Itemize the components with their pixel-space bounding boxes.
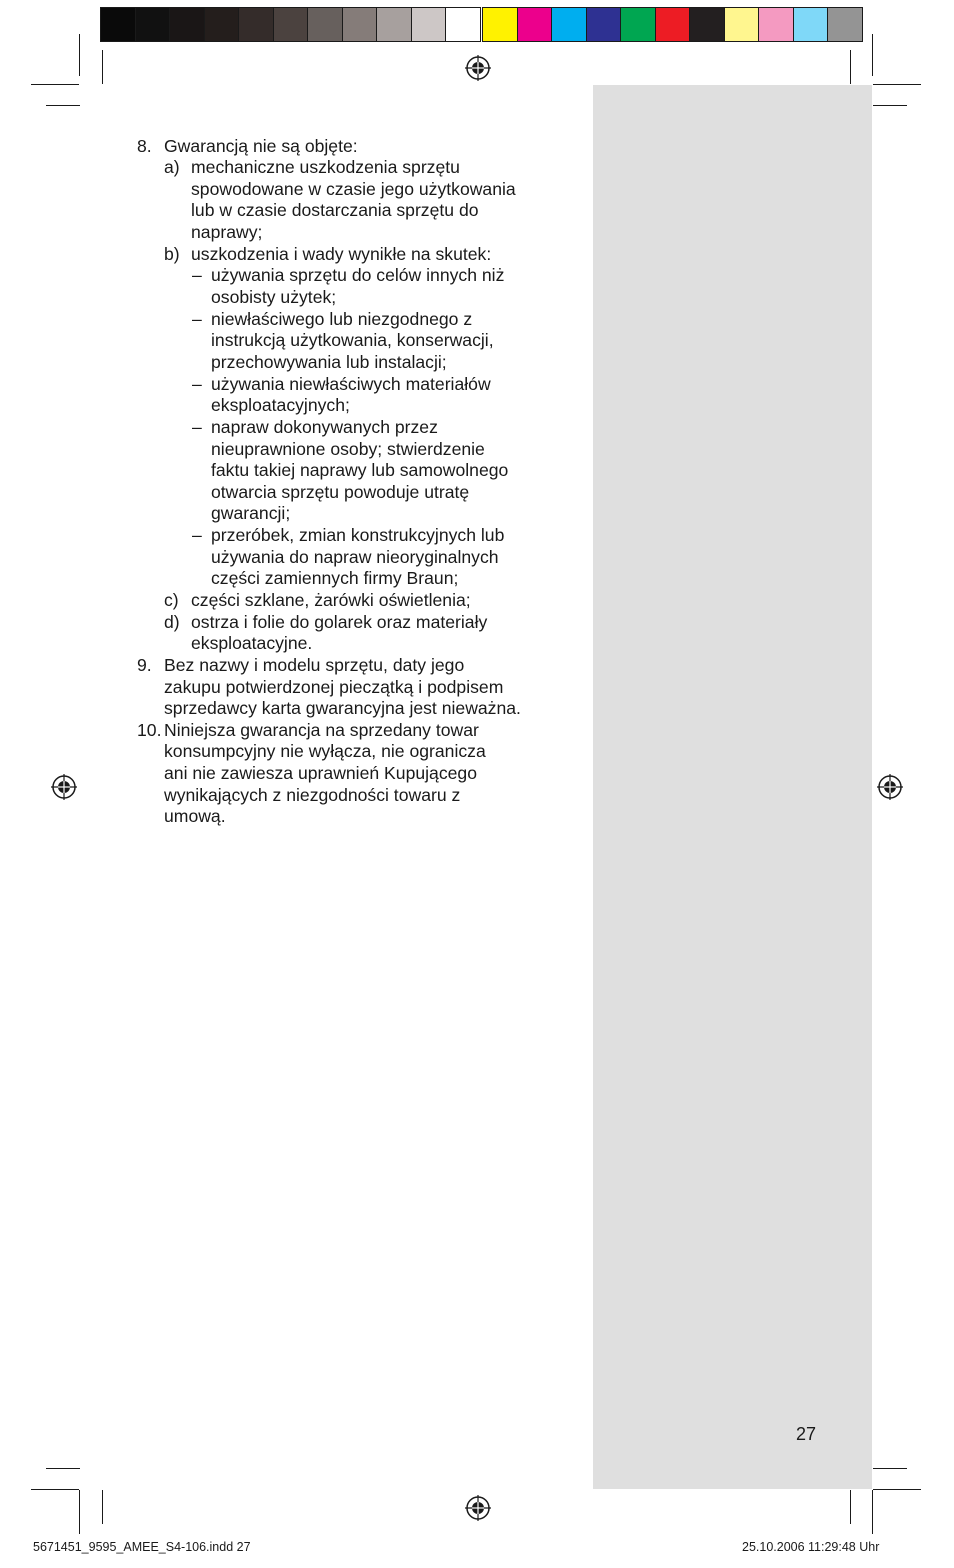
crop-mark xyxy=(79,1490,80,1534)
text-line: przechowywania lub instalacji; xyxy=(211,352,447,372)
crop-mark xyxy=(873,84,921,85)
text-line: naprawy; xyxy=(191,222,263,242)
sub-item-label: a) xyxy=(164,157,180,177)
dash-bullet: – xyxy=(192,309,202,329)
gray-swatch xyxy=(446,7,481,42)
gray-swatch xyxy=(239,7,274,42)
crop-mark xyxy=(31,1489,79,1490)
dash-bullet: – xyxy=(192,417,202,437)
text-line: lub w czasie dostarczania sprzętu do xyxy=(191,200,479,220)
text-line: ostrza i folie do golarek oraz materiały xyxy=(191,612,488,632)
dash-bullet: – xyxy=(192,265,202,285)
text-line: przeróbek, zmian konstrukcyjnych lub xyxy=(211,525,505,545)
text-line: wynikających z niezgodności towaru z xyxy=(164,785,461,805)
color-swatch xyxy=(587,7,622,42)
registration-mark-icon xyxy=(877,774,903,800)
crop-mark xyxy=(873,1468,907,1469)
text-line: umową. xyxy=(164,806,226,826)
gray-swatch xyxy=(170,7,205,42)
crop-mark xyxy=(873,105,907,106)
text-line: części szklane, żarówki oświetlenia; xyxy=(191,590,471,610)
side-panel xyxy=(593,85,872,1489)
text-line: osobisty użytek; xyxy=(211,287,337,307)
registration-mark-icon xyxy=(465,55,491,81)
color-swatch xyxy=(794,7,829,42)
crop-mark xyxy=(31,84,79,85)
color-swatch xyxy=(552,7,587,42)
color-swatch xyxy=(828,7,863,42)
color-swatch xyxy=(621,7,656,42)
gray-swatch xyxy=(308,7,343,42)
crop-mark xyxy=(850,50,851,84)
text-line: używania niewłaściwych materiałów xyxy=(211,374,491,394)
text-line: niewłaściwego lub niezgodnego z xyxy=(211,309,473,329)
text-line: instrukcją użytkowania, konserwacji, xyxy=(211,330,494,350)
color-swatch xyxy=(518,7,553,42)
crop-mark xyxy=(850,1490,851,1524)
registration-mark-icon xyxy=(465,1495,491,1521)
text-line: Niniejsza gwarancja na sprzedany towar xyxy=(164,720,479,740)
gray-swatch xyxy=(377,7,412,42)
registration-mark-icon xyxy=(51,774,77,800)
text-line: zakupu potwierdzonej pieczątką i podpisem xyxy=(164,677,504,697)
process-color-bar xyxy=(482,7,863,42)
crop-mark xyxy=(46,1468,80,1469)
item-number: 8. xyxy=(137,136,152,156)
dash-bullet: – xyxy=(192,374,202,394)
crop-mark xyxy=(102,1490,103,1524)
gray-swatch xyxy=(274,7,309,42)
text-line: używania do napraw nieoryginalnych xyxy=(211,547,499,567)
slug-filename: 5671451_9595_AMEE_S4-106.indd 27 xyxy=(33,1540,251,1554)
color-swatch xyxy=(690,7,725,42)
crop-mark xyxy=(872,1490,873,1534)
crop-mark xyxy=(46,105,80,106)
text-line: eksploatacyjne. xyxy=(191,633,313,653)
text-line: części zamiennych firmy Braun; xyxy=(211,568,459,588)
color-swatch xyxy=(759,7,794,42)
item-number: 9. xyxy=(137,655,152,675)
gray-swatch xyxy=(205,7,240,42)
text-line: spowodowane w czasie jego użytkowania xyxy=(191,179,516,199)
gray-swatch xyxy=(100,7,136,42)
text-line: gwarancji; xyxy=(211,503,291,523)
color-swatch xyxy=(725,7,760,42)
crop-mark xyxy=(102,50,103,84)
gray-swatch xyxy=(412,7,447,42)
color-swatch xyxy=(482,7,518,42)
sub-item-label: c) xyxy=(164,590,179,610)
gray-swatch xyxy=(136,7,171,42)
color-swatch xyxy=(656,7,691,42)
text-line: uszkodzenia i wady wynikłe na skutek: xyxy=(191,244,492,264)
slug-timestamp: 25.10.2006 11:29:48 Uhr xyxy=(742,1540,880,1554)
crop-mark xyxy=(873,1489,921,1490)
text-line: konsumpcyjny nie wyłącza, nie ogranicza xyxy=(164,741,486,761)
text-line: napraw dokonywanych przez xyxy=(211,417,438,437)
gray-swatch xyxy=(343,7,378,42)
item-number: 10. xyxy=(137,720,162,740)
section-title: Gwarancją nie są objęte: xyxy=(164,136,358,156)
grayscale-color-bar xyxy=(100,7,481,42)
text-line: Bez nazwy i modelu sprzętu, daty jego xyxy=(164,655,465,675)
sub-item-label: b) xyxy=(164,244,180,264)
crop-mark xyxy=(872,34,873,76)
text-line: mechaniczne uszkodzenia sprzętu xyxy=(191,157,460,177)
text-line: ani nie zawiesza uprawnień Kupującego xyxy=(164,763,477,783)
text-line: nieuprawnione osoby; stwierdzenie xyxy=(211,439,485,459)
text-line: używania sprzętu do celów innych niż xyxy=(211,265,505,285)
crop-mark xyxy=(79,34,80,76)
text-line: sprzedawcy karta gwarancyjna jest nieważna. xyxy=(164,698,521,718)
text-line: otwarcia sprzętu powoduje utratę xyxy=(211,482,470,502)
text-line: eksploatacyjnych; xyxy=(211,395,350,415)
sub-item-label: d) xyxy=(164,612,180,632)
text-line: faktu takiej naprawy lub samowolnego xyxy=(211,460,509,480)
page-number: 27 xyxy=(796,1424,817,1444)
dash-bullet: – xyxy=(192,525,202,545)
